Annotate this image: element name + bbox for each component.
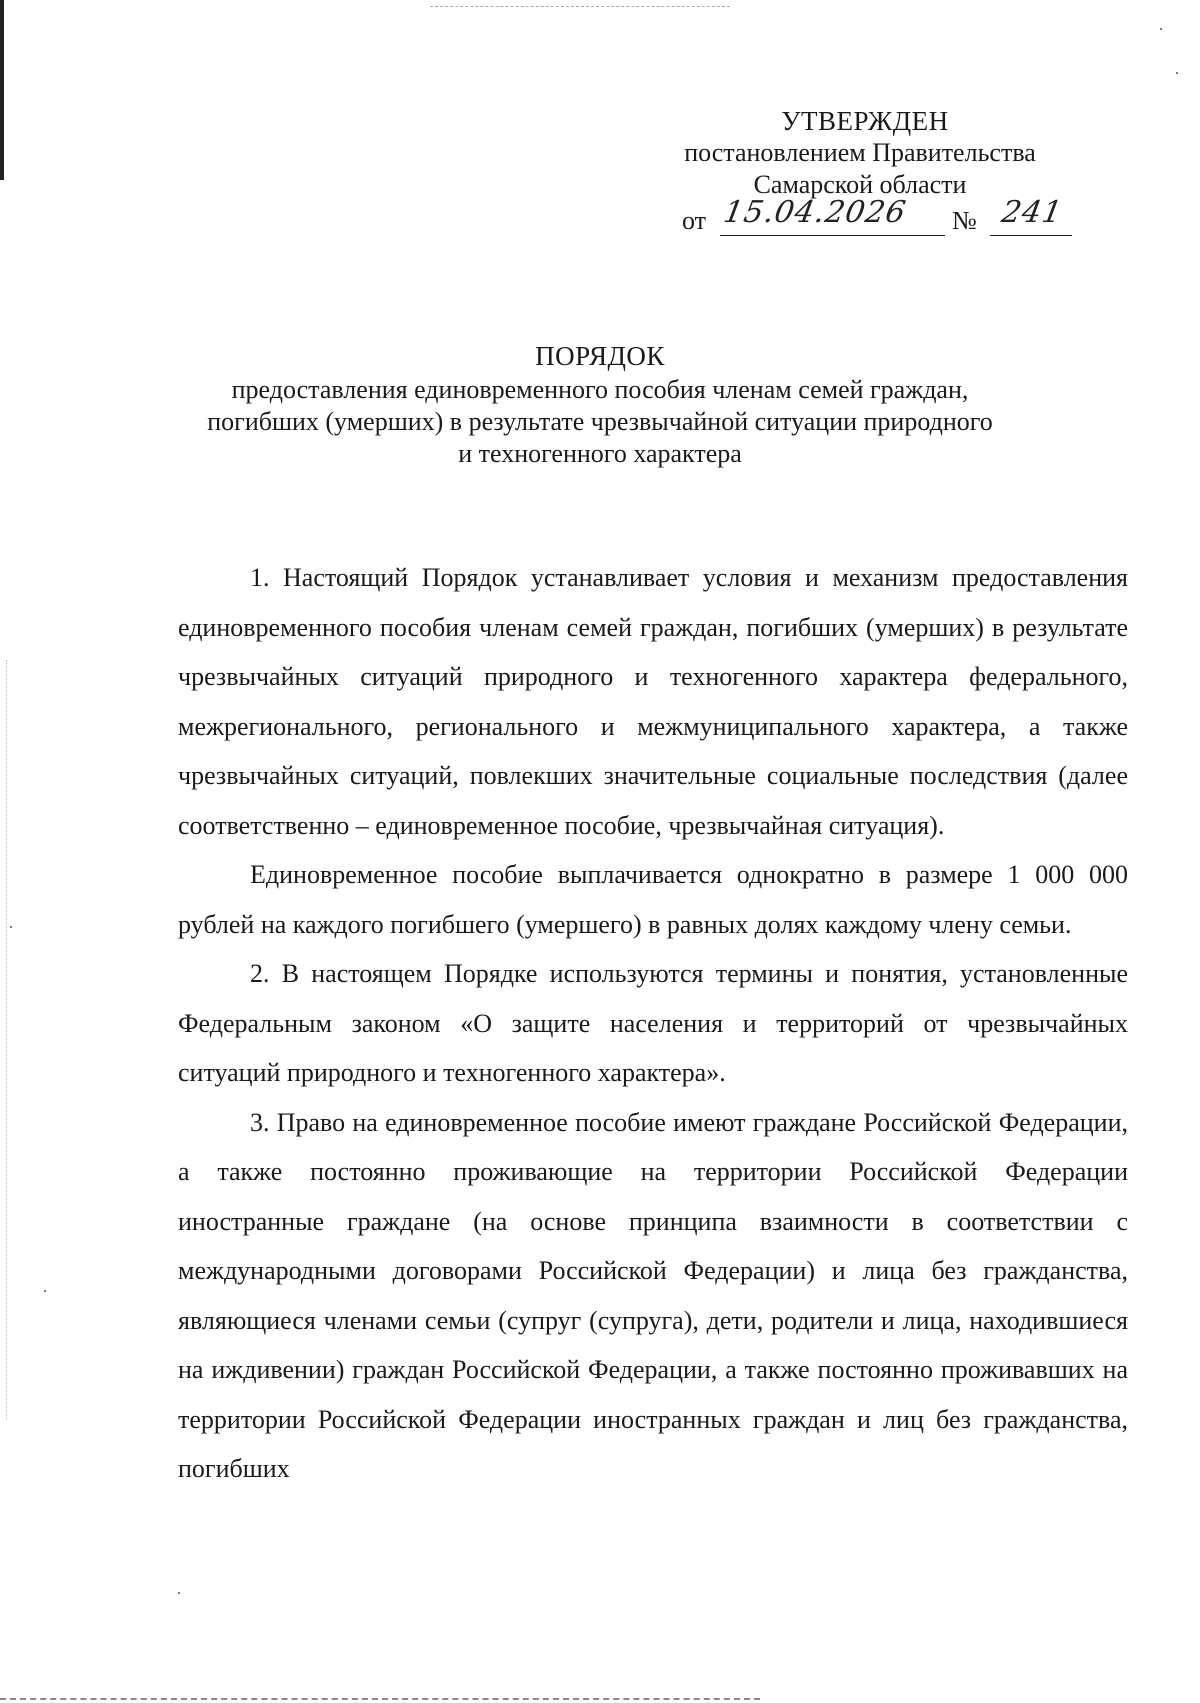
scan-speck (44, 1290, 46, 1292)
document-title-line-1: предоставления единовременного пособия членам семей граждан, (231, 375, 969, 404)
scan-speck (1160, 28, 1162, 30)
scan-speck (1176, 72, 1178, 74)
paragraph-4: 3. Право на единовременное пособие имеют граждане Российской Федерации, а также постоянно проживающие на территории Российской Федерации иностранные граждане (на основе принципа взаимности в соответствии с международными договорами Российской Федерации) и лица без гражданства, являющиеся членами семьи (супруг (супруга), дети, родители и лица, находившиеся на иждивении) граждан Российской Федерации, а также постоянно проживавших на территории Российской Федерации иностранных граждан и лиц без гражданства, погибших (178, 1107, 1128, 1483)
scan-bottom-rule (0, 1698, 760, 1700)
approval-title: УТВЕРЖДЕН (781, 106, 949, 136)
scan-edge (0, 0, 4, 180)
scan-speck (10, 926, 12, 928)
date-prefix: от (682, 206, 707, 235)
approval-block (640, 105, 1080, 239)
document-title (150, 340, 1050, 470)
document-title-line-2: погибших (умерших) в результате чрезвычайной ситуации природного (207, 407, 993, 436)
paragraph-2: Единовременное пособие выплачивается однократно в размере 1 000 000 рублей на каждого погибшего (умершего) в равных долях каждому члену семьи. (178, 860, 1128, 939)
scan-speck (178, 1592, 180, 1594)
handwritten-number: 241 (999, 195, 1066, 230)
document-title-main: ПОРЯДОК (535, 341, 665, 371)
approval-line-1: постановлением Правительства (684, 138, 1036, 167)
handwritten-date: 15.04.2026 (721, 195, 909, 230)
paragraph-3: 2. В настоящем Порядке используются термины и понятия, установленные Федеральным законом «О защите населения и территорий от чрезвычайных ситуаций природного и техногенного характера». (178, 959, 1128, 1087)
scan-top-rule (430, 6, 730, 7)
document-body (178, 553, 1128, 1494)
document-title-line-3: и техногенного характера (458, 439, 742, 468)
paragraph-1: 1. Настоящий Порядок устанавливает условия и механизм предоставления единовременного пособия членам семей граждан, погибших (умерших) в результате чрезвычайных ситуаций природного и техногенного характера федерального, межрегионального, регионального и межмуниципального характера, а также чрезвычайных ситуаций, повлекших значительные социальные последствия (далее соответственно – единовременное пособие, чрезвычайная ситуация). (178, 563, 1128, 840)
scan-side-marks (6, 660, 7, 1420)
number-prefix: № (952, 206, 977, 235)
approval-line-2: Самарской области (753, 170, 967, 199)
approval-date-number (640, 195, 1080, 239)
